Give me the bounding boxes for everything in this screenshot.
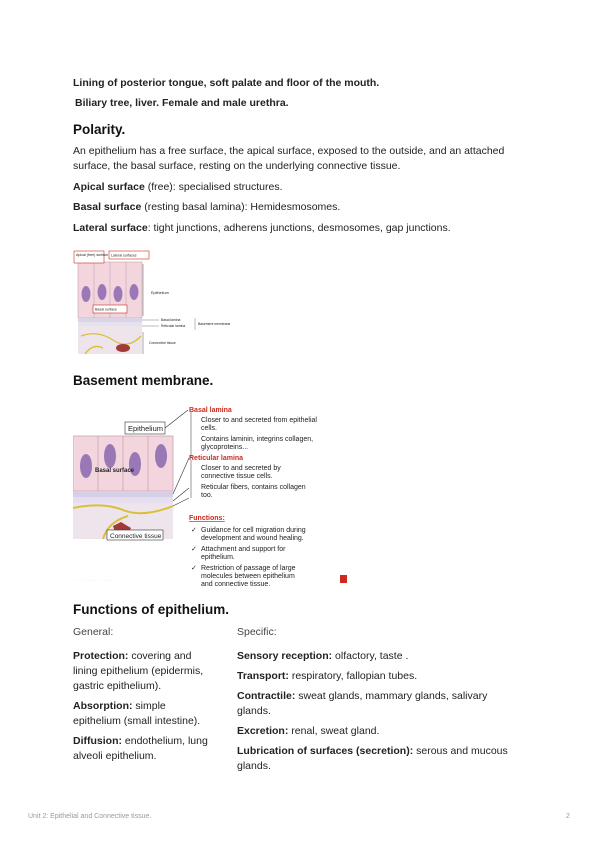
- basement-heading: Basement membrane.: [73, 373, 214, 388]
- intro-line-1: Lining of posterior tongue, soft palate and floor of the mouth.: [73, 77, 380, 89]
- general-item: Diffusion: endothelium, lung alveoli epithelium.: [73, 735, 208, 762]
- check-mark-3: ✓: [191, 565, 197, 572]
- check-mark-1: ✓: [191, 527, 197, 534]
- specific-item: Transport: respiratory, fallopian tubes.: [237, 670, 418, 682]
- polarity-para-line-1: An epithelium has a free surface, the apical surface, exposed to the outside, and an attached: [73, 145, 505, 157]
- specific-item: Sensory reception: olfactory, taste .: [237, 650, 409, 662]
- reticular-line-2b: too.: [201, 492, 213, 499]
- basal-lamina-line-1a: Closer to and secreted from epithelial: [201, 417, 317, 424]
- func-line-1b: development and wound healing.: [201, 535, 304, 542]
- fig2-basal-surface-label: Basal surface: [95, 468, 135, 474]
- specific-column: [237, 625, 527, 779]
- fig1-basal-label: Basal surface: [95, 307, 117, 312]
- fig1-apical-label: Apical (free) surface: [76, 253, 109, 257]
- fig1-lateral-label: Lateral surfaces: [111, 253, 137, 258]
- polarity-heading: Polarity.: [73, 122, 126, 137]
- fig2-epithelium-label: Epithelium: [128, 424, 164, 433]
- polarity-para-line-2: surface, the basal surface, resting on the underlying connective tissue.: [73, 160, 401, 172]
- intro-line-2: Biliary tree, liver. Female and male urethra.: [75, 97, 289, 109]
- functions-heading: Functions of epithelium.: [73, 602, 229, 617]
- lateral-label: Lateral surface: [73, 222, 148, 234]
- func-line-3c: and connective tissue.: [201, 581, 271, 588]
- basal-lamina-title: Basal lamina: [189, 407, 232, 414]
- svg-text:· · · · · · · · · · · · · · ·: · · · · · · · · · · · · · · · · · · · · · · · ·: [73, 578, 117, 582]
- general-column: [73, 625, 223, 769]
- reticular-line-2a: Reticular fibers, contains collagen: [201, 484, 306, 491]
- func-line-2a: Attachment and support for: [201, 546, 286, 553]
- basement-membrane-figure: [73, 398, 358, 588]
- footer-page-number: 2: [566, 813, 570, 820]
- basal-lamina-line-2a: Contains laminin, integrins collagen,: [201, 436, 314, 443]
- func-line-1a: Guidance for cell migration during: [201, 527, 306, 534]
- check-mark-2: ✓: [191, 546, 197, 553]
- lateral-surface-line: [73, 221, 451, 235]
- fig1-epithelium-label: Epithelium: [151, 291, 169, 295]
- lateral-text: : tight junctions, adherens junctions, desmosomes, gap junctions.: [147, 222, 451, 234]
- specific-label: Specific:: [237, 626, 277, 638]
- specific-item: Excretion: renal, sweat gland.: [237, 725, 380, 737]
- fig1-connective-label: Connective tissue: [149, 341, 176, 345]
- func-line-2b: epithelium.: [201, 554, 235, 561]
- general-label: General:: [73, 626, 114, 638]
- func-line-3a: Restriction of passage of large: [201, 565, 296, 572]
- func-line-3b: molecules between epithelium: [201, 573, 295, 580]
- reticular-line-1a: Closer to and secreted by: [201, 465, 281, 472]
- specific-item: Lubrication of surfaces (secretion): serous and mucous glands.: [237, 745, 508, 772]
- specific-item: Contractile: sweat glands, mammary glands, salivary glands.: [237, 690, 488, 717]
- basal-lamina-line-2b: glycoproteins...: [201, 444, 249, 451]
- apical-label: Apical surface: [73, 181, 145, 193]
- fig2-connective-label: Connective tissue: [110, 533, 162, 540]
- reticular-line-1b: connective tissue cells.: [201, 473, 273, 480]
- fig1-basement-label: Basement membrane: [198, 322, 231, 326]
- basal-label: Basal surface: [73, 201, 142, 213]
- apical-surface-line: [73, 180, 283, 194]
- apical-text: (free): specialised structures.: [144, 181, 283, 193]
- epithelium-polarity-figure: [73, 248, 233, 358]
- functions-title: Functions:: [189, 515, 225, 522]
- general-item: Protection: covering and lining epithelium (epidermis, gastric epithelium).: [73, 650, 204, 692]
- basal-surface-line: [73, 200, 340, 214]
- basal-lamina-line-1b: cells.: [201, 425, 217, 432]
- basal-text: (resting basal lamina): Hemidesmosomes.: [141, 201, 341, 213]
- reticular-title: Reticular lamina: [189, 455, 244, 462]
- fig1-reticular-label: Reticular lamina: [161, 324, 186, 328]
- red-marker: [340, 575, 347, 583]
- general-item: Absorption: simple epithelium (small intestine).: [73, 700, 201, 727]
- footer-unit-title: Unit 2: Epithelial and Connective tissue.: [28, 813, 152, 820]
- fig1-basal-lamina-label: Basal lamina: [161, 318, 181, 322]
